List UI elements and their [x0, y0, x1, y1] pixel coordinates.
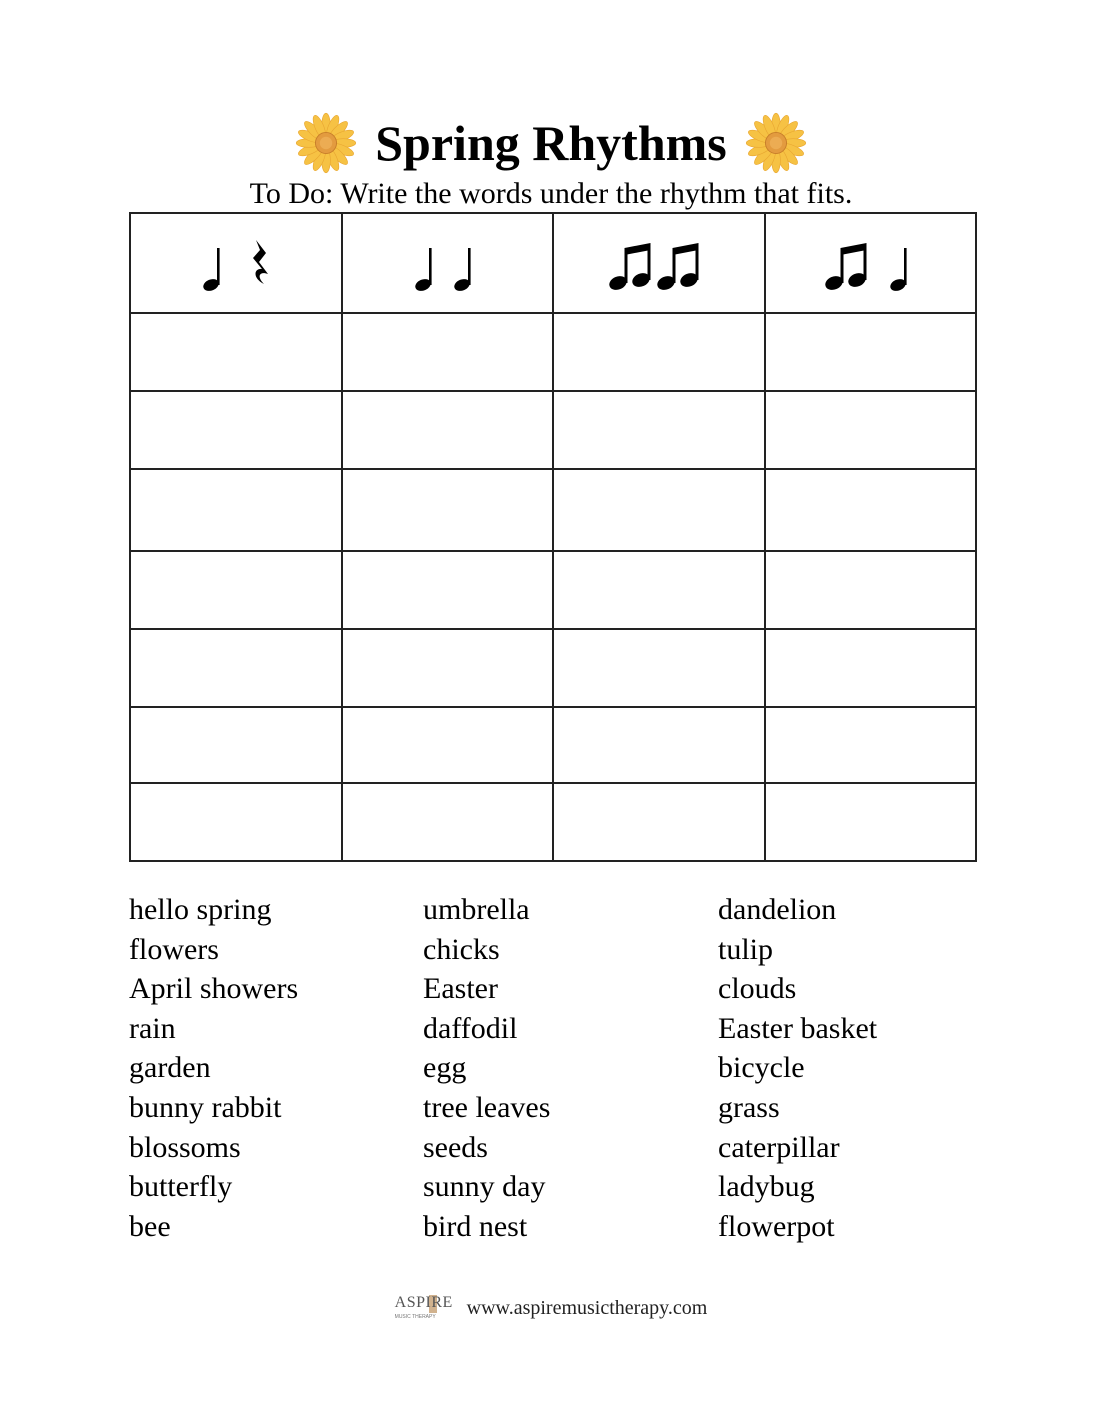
answer-cell[interactable]: [130, 707, 342, 783]
word-bank-column-2: [423, 890, 550, 1246]
answer-cell[interactable]: [130, 313, 342, 391]
answer-cell[interactable]: [765, 313, 977, 391]
rhythm-header-cell: [342, 213, 554, 313]
answer-row: [130, 707, 976, 783]
sunflower-icon: [745, 112, 807, 174]
four-eighth-notes-icon: [604, 228, 714, 298]
answer-cell[interactable]: [553, 629, 765, 707]
answer-row: [130, 551, 976, 629]
word-bank-item: bird nest: [423, 1209, 528, 1243]
word-bank-item: Easter basket: [718, 1011, 878, 1045]
answer-cell[interactable]: [553, 783, 765, 861]
answer-cell[interactable]: [342, 391, 554, 469]
word-bank-item: bicycle: [718, 1051, 805, 1085]
answer-cell[interactable]: [130, 469, 342, 551]
footer: [0, 1290, 1102, 1326]
answer-row: [130, 783, 976, 861]
word-bank-item: blossoms: [129, 1130, 241, 1164]
rhythm-header-cell: [130, 213, 342, 313]
word-bank-item: clouds: [718, 972, 797, 1006]
word-bank-item: chicks: [423, 932, 500, 966]
word-bank-item: grass: [718, 1090, 780, 1124]
rhythm-header-row: [130, 213, 976, 313]
answer-cell[interactable]: [342, 551, 554, 629]
word-bank-item: tree leaves: [423, 1090, 551, 1124]
answer-cell[interactable]: [553, 551, 765, 629]
word-bank-item: flowers: [129, 932, 219, 966]
two-quarter-notes-icon: [407, 228, 487, 298]
instructions: To Do: Write the words under the rhythm that fits.: [249, 177, 853, 210]
answer-cell[interactable]: [130, 783, 342, 861]
word-bank-item: sunny day: [423, 1170, 546, 1204]
word-bank-item: egg: [423, 1051, 467, 1085]
page-title: Spring Rhythms: [375, 115, 727, 171]
answer-row: [130, 313, 976, 391]
word-bank-item: umbrella: [423, 893, 530, 926]
word-bank-item: bunny rabbit: [129, 1090, 282, 1124]
logo-text: ASPIRE: [394, 1294, 453, 1311]
answer-cell[interactable]: [342, 707, 554, 783]
word-bank-item: rain: [129, 1011, 176, 1045]
word-bank-item: tulip: [718, 932, 774, 966]
rhythm-header-cell: [553, 213, 765, 313]
sunflower-icon: [295, 112, 357, 174]
answer-cell[interactable]: [342, 469, 554, 551]
word-bank-column-3: [718, 890, 877, 1246]
answer-cell[interactable]: [342, 629, 554, 707]
answer-cell[interactable]: [765, 783, 977, 861]
answer-cell[interactable]: [130, 551, 342, 629]
answer-cell[interactable]: [130, 629, 342, 707]
title-row: [0, 108, 1102, 178]
word-bank-item: dandelion: [718, 893, 837, 926]
rhythm-grid: [129, 212, 977, 862]
answer-cell[interactable]: [130, 391, 342, 469]
word-bank-item: flowerpot: [718, 1209, 835, 1243]
word-bank-item: bee: [129, 1209, 171, 1243]
eighth-pair-quarter-icon: [820, 228, 920, 298]
answer-cell[interactable]: [765, 551, 977, 629]
word-bank-column-1: [129, 890, 298, 1246]
answer-cell[interactable]: [553, 707, 765, 783]
answer-row: [130, 629, 976, 707]
word-bank-item: April showers: [129, 972, 299, 1006]
website-link[interactable]: www.aspiremusictherapy.com: [466, 1296, 708, 1319]
answer-cell[interactable]: [765, 707, 977, 783]
quarter-note-quarter-rest-icon: [176, 228, 296, 298]
logo-subtext: MUSIC THERAPY: [394, 1314, 436, 1320]
word-bank-item: Easter: [423, 972, 498, 1006]
word-bank-item: caterpillar: [718, 1130, 840, 1164]
word-bank-item: garden: [129, 1051, 211, 1085]
aspire-logo: [394, 1292, 453, 1324]
answer-cell[interactable]: [342, 783, 554, 861]
answer-cell[interactable]: [342, 313, 554, 391]
answer-row: [130, 469, 976, 551]
word-bank-item: seeds: [423, 1130, 488, 1164]
word-bank-item: butterfly: [129, 1170, 233, 1204]
word-bank-item: daffodil: [423, 1011, 518, 1045]
word-bank-item: hello spring: [129, 893, 272, 926]
answer-cell[interactable]: [765, 629, 977, 707]
answer-cell[interactable]: [765, 391, 977, 469]
word-bank-item: ladybug: [718, 1170, 815, 1204]
answer-cell[interactable]: [765, 469, 977, 551]
rhythm-header-cell: [765, 213, 977, 313]
answer-cell[interactable]: [553, 391, 765, 469]
answer-cell[interactable]: [553, 313, 765, 391]
answer-row: [130, 391, 976, 469]
answer-cell[interactable]: [553, 469, 765, 551]
